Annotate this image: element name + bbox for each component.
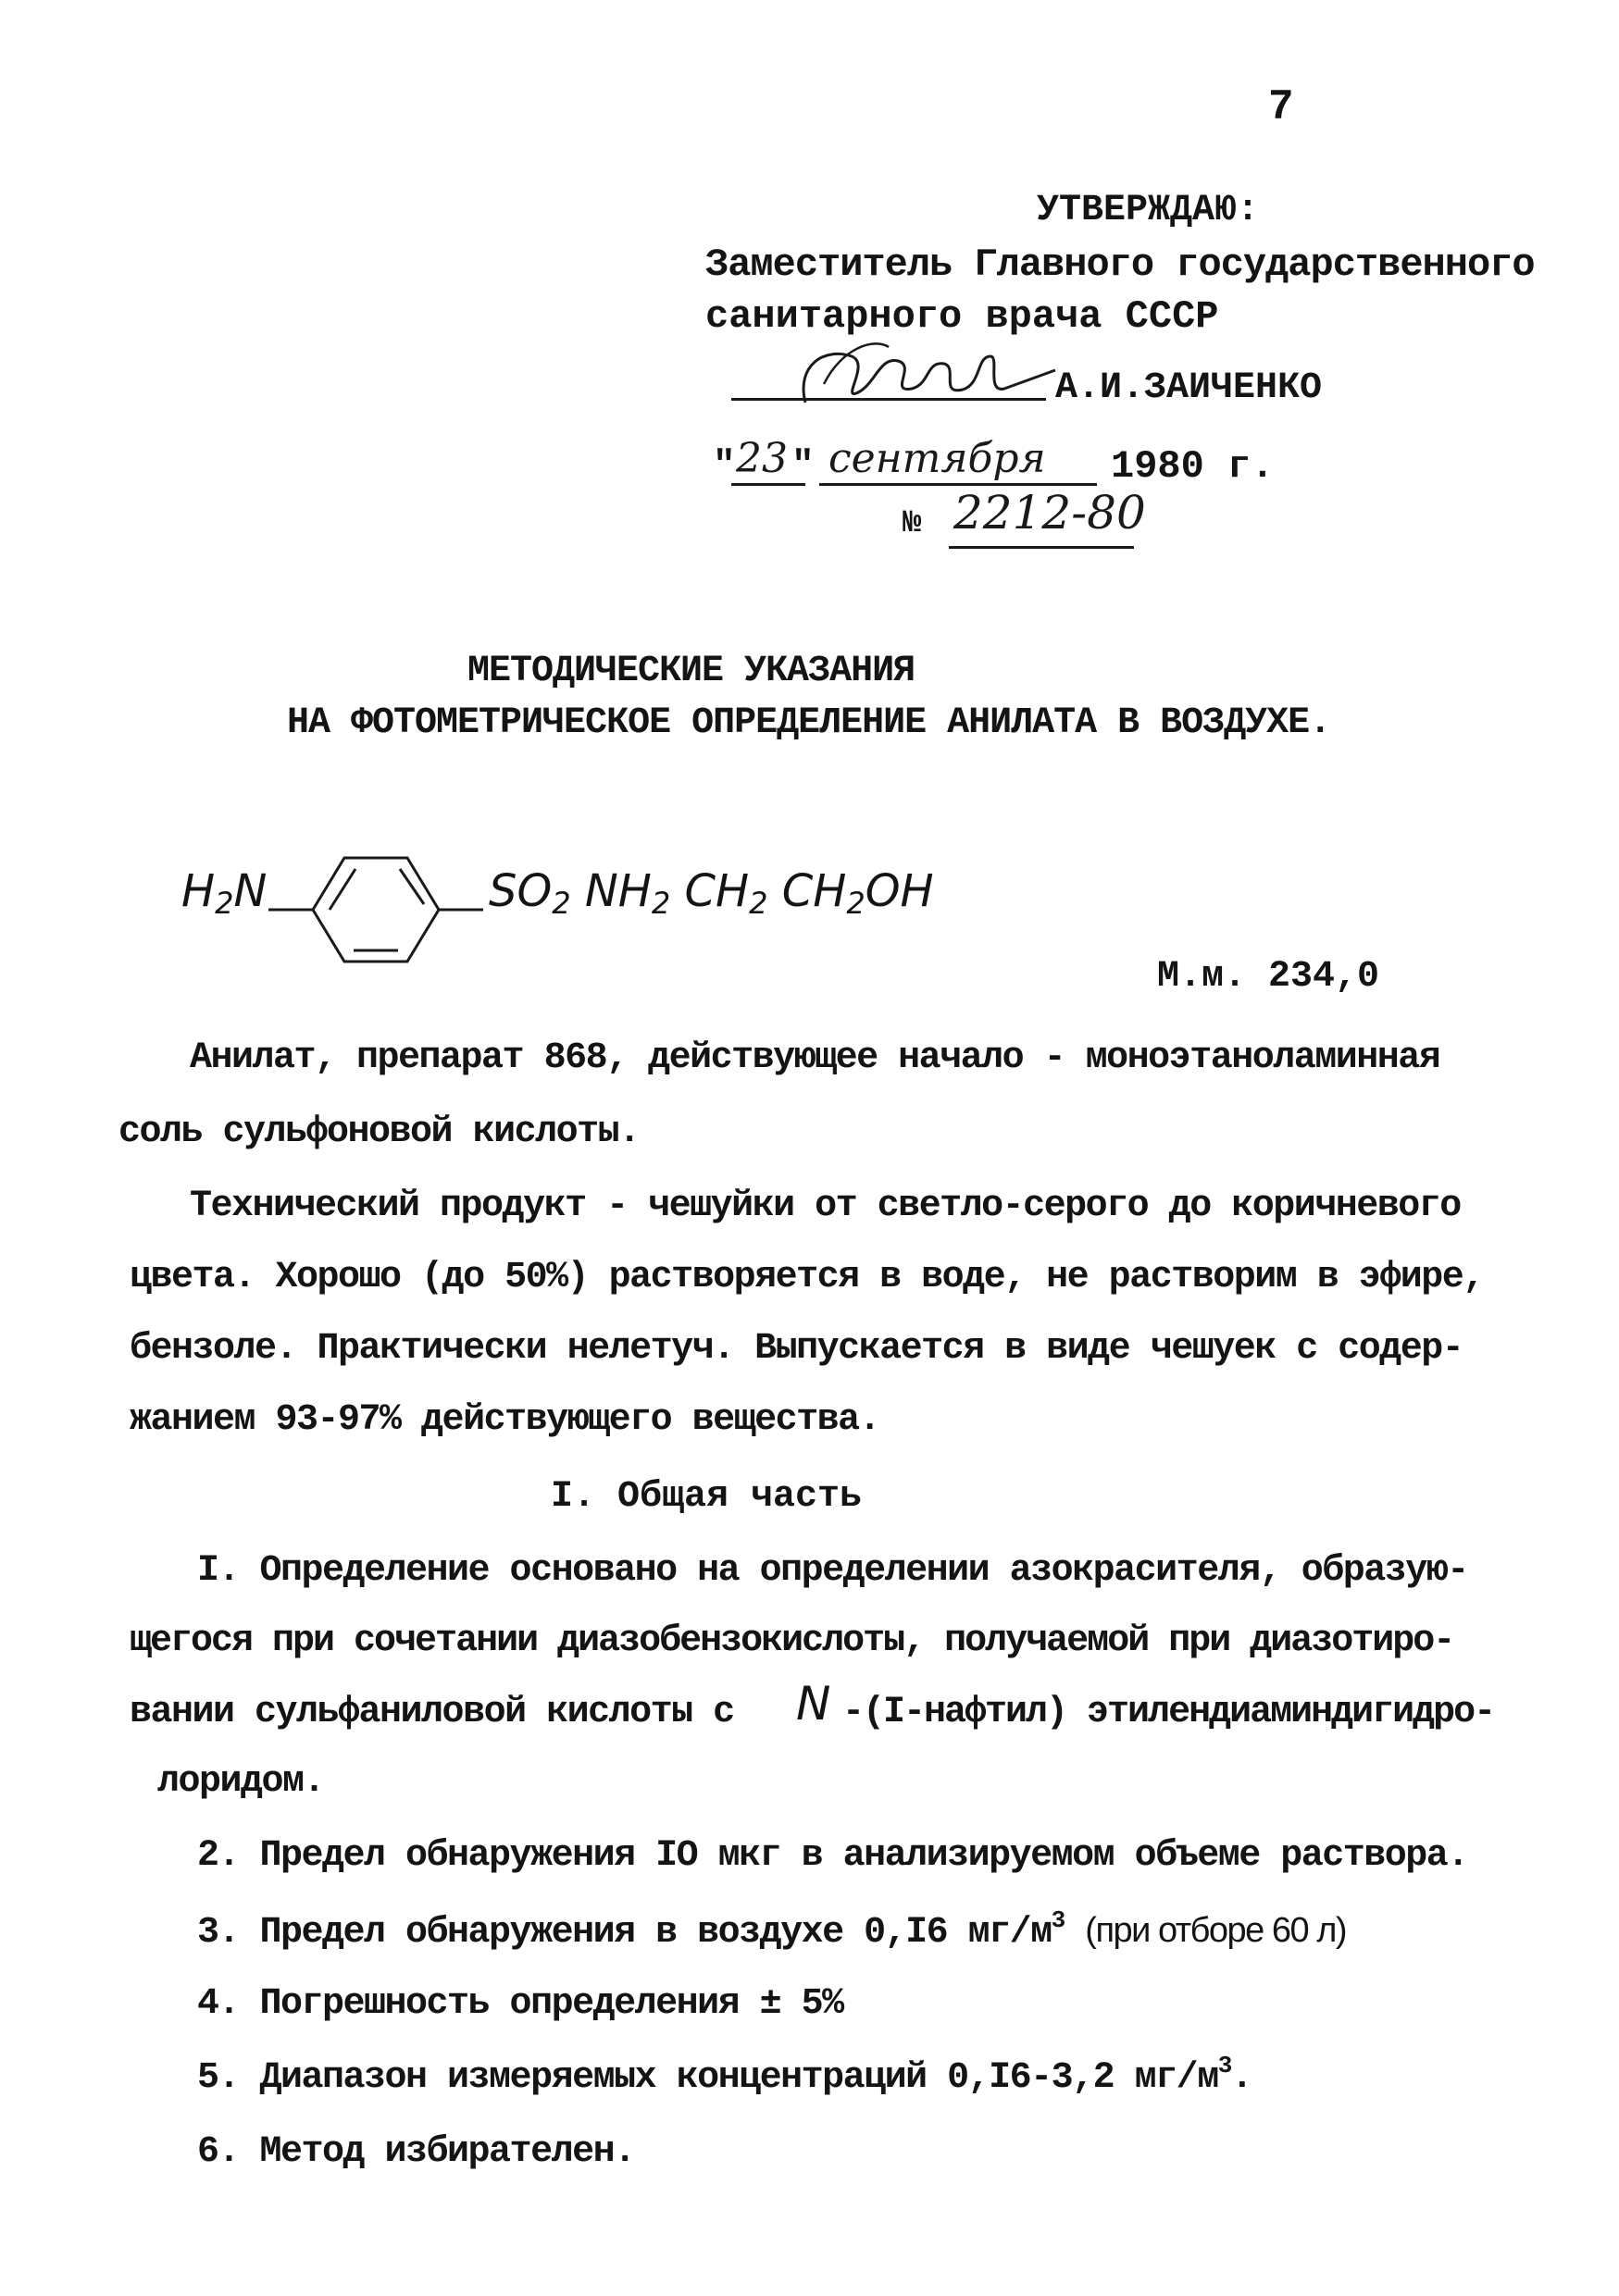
intro-p2-line2: цвета. Хорошо (до 50%) растворяется в воде, не растворим в эфире, <box>130 1257 1484 1298</box>
item1-line2: щегося при сочетании диазобензокислоты, получаемой при диазотиро- <box>130 1620 1454 1662</box>
title-line1: МЕТОДИЧЕСКИЕ УКАЗАНИЯ <box>467 651 915 692</box>
intro-p1-line1: Анилат, препарат 868, действующее начало - моноэтаноламинная <box>190 1037 1440 1079</box>
item2: 2. Предел обнаружения IO мкг в анализируемом объеме раствора. <box>197 1835 1468 1877</box>
item5-end: . <box>1230 2057 1252 2099</box>
item3 <box>197 1906 1346 1957</box>
formula-right-group: $SO_2$ $NH_2$ $CH_2$ $CH_2OH$ <box>489 865 934 921</box>
intro-p2-line3: бензоле. Практически нелетуч. Выпускается в виде чешуек с содер- <box>130 1328 1463 1370</box>
item4: 4. Погрешность определения ± 5% <box>197 1983 843 2025</box>
item5-text: 5. Диапазон измеряемых концентраций 0,I6-3,2 мг/м <box>197 2057 1218 2099</box>
number-value: 2212-80 <box>953 486 1146 540</box>
date-day-underline <box>731 483 805 486</box>
item5-sup: 3 <box>1217 2052 1231 2079</box>
number-sign: № <box>903 506 922 541</box>
page-number: 7 <box>1268 83 1294 131</box>
item1-line1: I. Определение основано на определении азокрасителя, образую- <box>197 1550 1468 1592</box>
approval-heading: УТВЕРЖДАЮ: <box>1037 190 1260 231</box>
date-month: сентября <box>828 435 1046 482</box>
signature-mark <box>787 329 1065 430</box>
signature-name: А.И.ЗАИЧЕНКО <box>1055 367 1323 409</box>
formula-left-group: $H_2N$ <box>181 865 268 921</box>
item3-sup: 3 <box>1051 1906 1065 1934</box>
item1-line3a: вании сульфаниловой кислоты с <box>130 1692 734 1733</box>
molar-mass: М.м. 234,0 <box>1157 956 1380 998</box>
section-heading: I. Общая часть <box>551 1476 863 1518</box>
date-quote-open: " <box>713 445 736 488</box>
intro-p2-line1: Технический продукт - чешуйки от светло-серого до коричневого <box>190 1185 1461 1227</box>
title-line2: НА ФОТОМЕТРИЧЕСКОЕ ОПРЕДЕЛЕНИЕ АНИЛАТА В ВОЗДУХЕ. <box>287 702 1331 744</box>
approval-position-line2: санитарного врача СССР <box>705 294 1219 339</box>
number-underline <box>949 546 1134 549</box>
approval-position-line1: Заместитель Главного государственного <box>705 242 1535 287</box>
benzene-ring <box>268 847 491 976</box>
item3-note: (при отборе 60 л) <box>1085 1911 1347 1950</box>
item6: 6. Метод избирателен. <box>197 2131 635 2173</box>
item1-line3b: -(I-нафтил) этилендиаминдигидро- <box>842 1692 1495 1733</box>
intro-p1-line2: соль сульфоновой кислоты. <box>118 1111 640 1153</box>
item1-line3-n: N <box>796 1677 831 1731</box>
signature-line <box>731 398 1046 401</box>
item3-text: 3. Предел обнаружения в воздухе 0,I6 мг/м <box>197 1912 1052 1954</box>
item5 <box>197 2054 1252 2103</box>
date-day: 23 <box>736 435 788 482</box>
date-quote-close: " <box>791 445 815 488</box>
item1-line4: лоридом. <box>157 1761 325 1803</box>
date-year: 1980 г. <box>1111 444 1275 489</box>
intro-p2-line4: жанием 93-97% действующего вещества. <box>130 1399 880 1441</box>
